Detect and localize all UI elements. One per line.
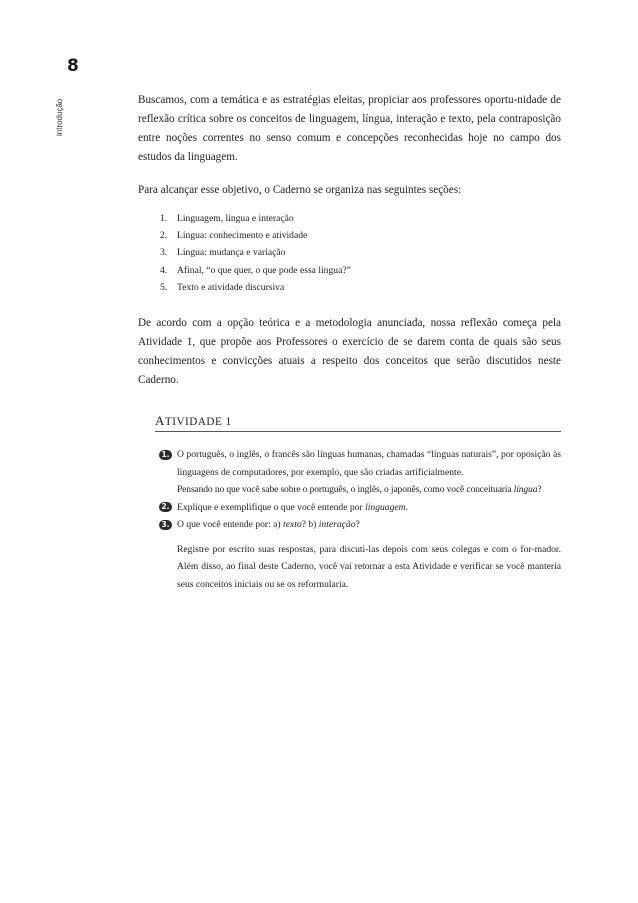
activity-title — [155, 413, 561, 432]
question-number-badge: 1. — [159, 450, 172, 460]
list-item-number: 2. — [160, 230, 168, 242]
question-3-end: ? — [355, 519, 360, 531]
question-1-end: ? — [537, 484, 542, 496]
section-label: introdução — [55, 98, 64, 136]
question-3-term-1: texto — [283, 519, 302, 531]
question-1-prompt: Pensando no que você sabe sobre o português, o inglês, o japonês, como você conceituaria — [177, 484, 514, 496]
question-2-text — [177, 499, 561, 517]
list-item-number: 3. — [160, 247, 168, 259]
list-item — [160, 279, 561, 296]
question-1-term: língua — [513, 484, 538, 496]
activity-box — [155, 413, 561, 593]
question-2-prompt: Explique e exemplifique o que você entende por — [177, 501, 366, 513]
list-item-number: 4. — [160, 264, 168, 276]
question-3-mid: ? b) — [301, 519, 319, 531]
intro-paragraph-2: Para alcançar esse objetivo, o Caderno se organiza nas seguintes seções: — [138, 184, 462, 196]
question-3-term-2: interação — [318, 519, 356, 531]
list-item-label: Texto e atividade discursiva — [177, 281, 285, 293]
question-1 — [155, 446, 561, 499]
activity-title-rest: TIVIDADE 1 — [164, 416, 232, 429]
list-item — [160, 244, 561, 261]
sections-list — [138, 210, 561, 296]
page-number: 8 — [67, 56, 79, 76]
intro-paragraph-1: Buscamos, com a temática e as estratégias eleitas, propiciar aos professores oportu-nidade de reflexão crítica sobre os conceitos de linguagem, língua, interação e texto, pela contraposição entre noções correntes no senso comum e concepções reconhecidas hoje no campo dos estudos da linguagem. — [138, 94, 561, 163]
question-3-text — [177, 516, 561, 534]
list-item-label: Língua: mudança e variação — [177, 247, 286, 259]
question-number-badge: 3. — [159, 520, 172, 530]
list-item-label: Linguagem, língua e interação — [177, 213, 294, 224]
activity-title-initial: A — [155, 413, 165, 429]
list-item-label: Afinal, “o que quer, o que pode essa língua?” — [177, 264, 351, 276]
list-item — [160, 262, 561, 279]
list-item — [160, 227, 561, 244]
page-content — [138, 91, 561, 593]
list-item-number: 5. — [160, 281, 168, 293]
activity-note: Registre por escrito suas respostas, para discuti-las depois com seus colegas e com o for-mador. Além disso, ao final deste Caderno, você vai retornar a esta Atividade e verificar se você manteria seus conceitos iniciais ou se os reformularia. — [177, 543, 561, 590]
question-number-badge: 2. — [159, 502, 172, 512]
question-2-term: linguagem — [365, 501, 406, 513]
intro-paragraph-3: De acordo com a opção teórica e a metodologia anunciada, nossa reflexão começa pela Atividade 1, que propõe aos Professores o exercício de se darem conta de quais são seus conhecimentos e convicções atuais a respeito dos conceitos que serão discutidos neste Caderno. — [138, 317, 561, 387]
question-1-text-a: O português, o inglês, o francês são línguas humanas, chamadas “línguas naturais”, por oposição às linguagens de computadores, por exemplo, que são criadas artificialmente. — [177, 449, 561, 478]
list-item-label: Língua: conhecimento e atividade — [177, 230, 308, 242]
question-2 — [155, 499, 561, 517]
question-2-end: . — [405, 501, 408, 513]
question-3 — [155, 516, 561, 534]
question-1-text-b — [177, 481, 561, 499]
list-item — [160, 210, 561, 227]
question-3-prompt: O que você entende por: a) — [177, 519, 284, 531]
list-item-number: 1. — [160, 213, 168, 224]
